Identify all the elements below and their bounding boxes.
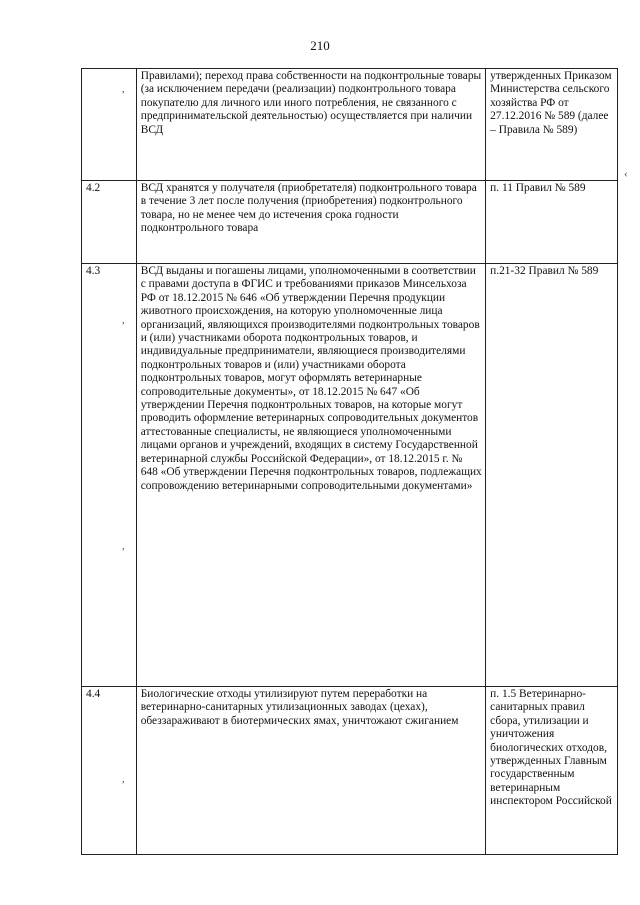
requirement-text: ВСД выданы и погашены лицами, уполномоченными в соответствии с правами доступа в ФГИС и требованиями приказов Минсельхоза РФ от 18.12.2015 № 646 «Об утверждении Перечня продукции животного происхождения, на которую уполномоченные лица организаций, являющихся производителями подконтрольных товаров и (или) участниками оборота подконтрольных товаров, и индивидуальные предприниматели, являющиеся производителями подконтрольных товаров и (или) участниками оборота подконтрольных товаров, могут оформлять ветеринарные сопроводительные документы», от 18.12.2015 № 647 «Об утверждении Перечня подконтрольных товаров, на которые могут проводить оформление ветеринарных сопроводительных документов аттестованные специалисты, не являющиеся уполномоченными лицами органов и учреждений, входящих в систему Государственной ветеринарной службы Российской Федерации», от 18.12.2015 г. № 648 «Об утверждении Перечня подконтрольных товаров, подлежащих сопровождению ветеринарными сопроводительными документами»: [136, 264, 485, 687]
scan-mark: ,: [122, 774, 125, 785]
scan-mark: ,: [122, 541, 125, 552]
requirement-text: Биологические отходы утилизируют путем переработки на ветеринарно-санитарных утилизационных заводах (цехах), обеззараживают в биотермических ямах, уничтожают сжиганием: [136, 687, 485, 855]
legal-reference: п. 1.5 Ветеринарно-санитарных правил сбора, утилизации и уничтожения биологических отходов, утвержденных Главным государственным ветеринарным инспектором Российской: [486, 687, 618, 855]
table-row: [82, 264, 618, 687]
legal-reference: п.21-32 Правил № 589: [486, 264, 618, 687]
row-number: 4.2: [82, 181, 137, 264]
table-row: [82, 181, 618, 264]
legal-reference: утвержденных Приказом Министерства сельского хозяйства РФ от 27.12.2016 № 589 (далее – Правила № 589): [486, 69, 618, 181]
scan-mark: ,: [122, 315, 125, 326]
table-row: [82, 687, 618, 855]
table-row: [82, 69, 618, 181]
requirements-table: [81, 68, 618, 855]
row-number: [82, 69, 137, 181]
page-number: 210: [310, 38, 330, 53]
scan-mark: ‹: [624, 168, 628, 180]
requirement-text: Правилами); переход права собственности на подконтрольные товары (за исключением передачи (реализации) подконтрольного товара покупателю для личного или иного потребления, не связанного с предпринимательской деятельностью) осуществляется при наличии ВСД: [136, 69, 485, 181]
row-number: 4.3 , ,: [82, 264, 137, 687]
legal-reference: п. 11 Правил № 589: [486, 181, 618, 264]
scan-mark: ,: [122, 84, 125, 95]
requirement-text: ВСД хранятся у получателя (приобретателя) подконтрольного товара в течение 3 лет после получения (приобретения) подконтрольного товара, но не менее чем до истечения срока годности подконтрольного товара: [136, 181, 485, 264]
row-number: 4.4 ,: [82, 687, 137, 855]
